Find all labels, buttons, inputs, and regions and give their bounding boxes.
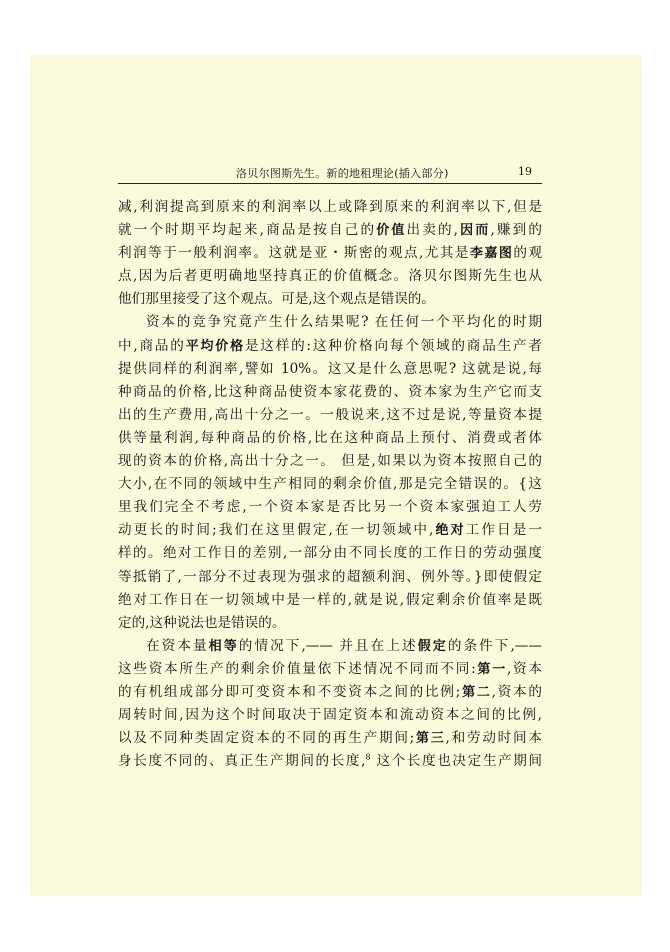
text-line bbox=[118, 288, 542, 311]
text-line bbox=[118, 265, 542, 288]
text-segment: ,和劳动时间本 bbox=[445, 730, 542, 747]
text-segment: 动更长的时间;我们在这里假定,在一切领域中, bbox=[118, 522, 434, 539]
bold-term: 相等 bbox=[208, 638, 239, 654]
text-segment: 出的生产费用,高出十分之一。一般说来,这不过是说,等量资本提 bbox=[118, 406, 542, 423]
text-segment: 提供同样的利润率,譬如 10%。这又是什么意思呢? 这就是说,每 bbox=[118, 360, 542, 377]
text-segment: 资本的竞争究竟产生什么结果呢? 在任何一个平均化的时期 bbox=[146, 314, 542, 331]
text-line bbox=[118, 404, 542, 427]
text-line bbox=[118, 450, 542, 473]
text-segment: 供等量利润,每种商品的价格,比在这种商品上预付、消费或者体 bbox=[118, 429, 542, 446]
text-segment: 在资本量 bbox=[146, 637, 209, 654]
text-line bbox=[118, 589, 542, 612]
text-line bbox=[118, 658, 542, 681]
text-segment: 这个长度也决定生产期间 bbox=[370, 753, 542, 770]
text-line bbox=[118, 358, 542, 381]
running-header bbox=[118, 159, 542, 184]
text-segment: 利润等于一般利润率。这就是亚・斯密的观点,尤其是 bbox=[118, 245, 470, 262]
text-segment: 的条件下,—— bbox=[447, 637, 542, 654]
text-line bbox=[118, 635, 542, 658]
text-line bbox=[118, 427, 542, 450]
text-segment: 减,利润提高到原来的利润率以上或降到原来的利润率以下,但是 bbox=[118, 199, 542, 215]
bold-term: 李嘉图 bbox=[469, 246, 514, 262]
running-title: 洛贝尔图斯先生。新的地租理论(插入部分) bbox=[236, 167, 449, 180]
text-line bbox=[118, 566, 542, 589]
text-segment: 就一个时期平均起来,商品是按自己的 bbox=[118, 222, 377, 239]
text-segment: 的情况下,—— 并且在上述 bbox=[238, 637, 418, 654]
text-line bbox=[118, 496, 542, 519]
text-segment: ,赚到的 bbox=[490, 222, 542, 239]
bold-term: 价值 bbox=[376, 223, 407, 239]
text-segment: 身长度不同的、真正生产期间的长度, bbox=[118, 753, 366, 770]
text-segment: 定的,这种说法也是错误的。 bbox=[118, 614, 286, 631]
bold-term: 平均价格 bbox=[185, 338, 245, 354]
text-segment: ,资本 bbox=[506, 660, 542, 677]
text-segment: 周转时间,因为这个时间取决于固定资本和流动资本之间的比例, bbox=[118, 707, 542, 724]
text-segment: 绝对工作日在一切领域中是一样的,就是说,假定剩余价值率是既 bbox=[118, 591, 542, 608]
text-segment: 点,因为后者更明确地坚持真正的价值概念。洛贝尔图斯先生也从 bbox=[118, 268, 542, 285]
text-line bbox=[118, 704, 542, 727]
text-segment: 里我们完全不考虑,一个资本家是否比另一个资本家强迫工人劳 bbox=[118, 499, 542, 516]
text-segment: 这些资本所生产的剩余价值量依下述情况不同而不同: bbox=[118, 660, 476, 677]
text-line bbox=[118, 335, 542, 358]
page-number: 19 bbox=[518, 165, 532, 178]
text-segment: 工作日是一 bbox=[465, 522, 542, 539]
bold-term: 假定 bbox=[417, 638, 448, 654]
text-line bbox=[118, 381, 542, 404]
text-segment: 种商品的价格,比这种商品使资本家花费的、资本家为生产它而支 bbox=[118, 383, 542, 400]
text-line bbox=[118, 473, 542, 496]
text-segment: 他们那里接受了这个观点。可是,这个观点是错误的。 bbox=[118, 291, 435, 308]
text-segment: 的有机组成部分即可变资本和不变资本之间的比例; bbox=[118, 683, 461, 700]
text-line bbox=[118, 681, 542, 704]
bold-term: 因而 bbox=[458, 223, 491, 239]
text-line bbox=[118, 542, 542, 565]
text-line bbox=[118, 727, 542, 750]
text-line bbox=[118, 219, 542, 242]
text-segment: ,资本的 bbox=[491, 683, 542, 700]
text-segment: 是这样的:这种价格向每个领域的商品生产者 bbox=[244, 337, 542, 354]
text-line bbox=[118, 750, 542, 773]
text-segment: 等抵销了,一部分不过表现为强求的超额利润、例外等。}即使假定 bbox=[118, 568, 542, 585]
text-segment: 大小,在不同的领域中生产相同的剩余价值,那是完全错误的。{这 bbox=[118, 476, 542, 493]
text-segment: 的观 bbox=[513, 245, 542, 262]
text-line bbox=[118, 612, 542, 635]
text-segment: 出卖的, bbox=[406, 222, 459, 239]
bold-term: 绝对 bbox=[433, 523, 466, 539]
text-segment: 中,商品的 bbox=[118, 337, 186, 354]
text-line bbox=[118, 196, 542, 219]
text-line bbox=[118, 311, 542, 334]
footnote-marker: 8 bbox=[365, 752, 371, 762]
bold-term: 第三 bbox=[414, 731, 446, 747]
text-segment: 样的。绝对工作日的差别,一部分由不同长度的工作日的劳动强度 bbox=[118, 545, 542, 562]
text-segment: 现的资本的价格,高出十分之一。 但是,如果以为资本按照自己的 bbox=[118, 453, 542, 470]
bold-term: 第二 bbox=[460, 684, 492, 700]
bold-term: 第一 bbox=[475, 661, 507, 677]
text-line bbox=[118, 519, 542, 542]
body-text bbox=[118, 196, 542, 773]
text-line bbox=[118, 242, 542, 265]
text-segment: 以及不同种类固定资本的不同的再生产期间; bbox=[118, 730, 415, 747]
